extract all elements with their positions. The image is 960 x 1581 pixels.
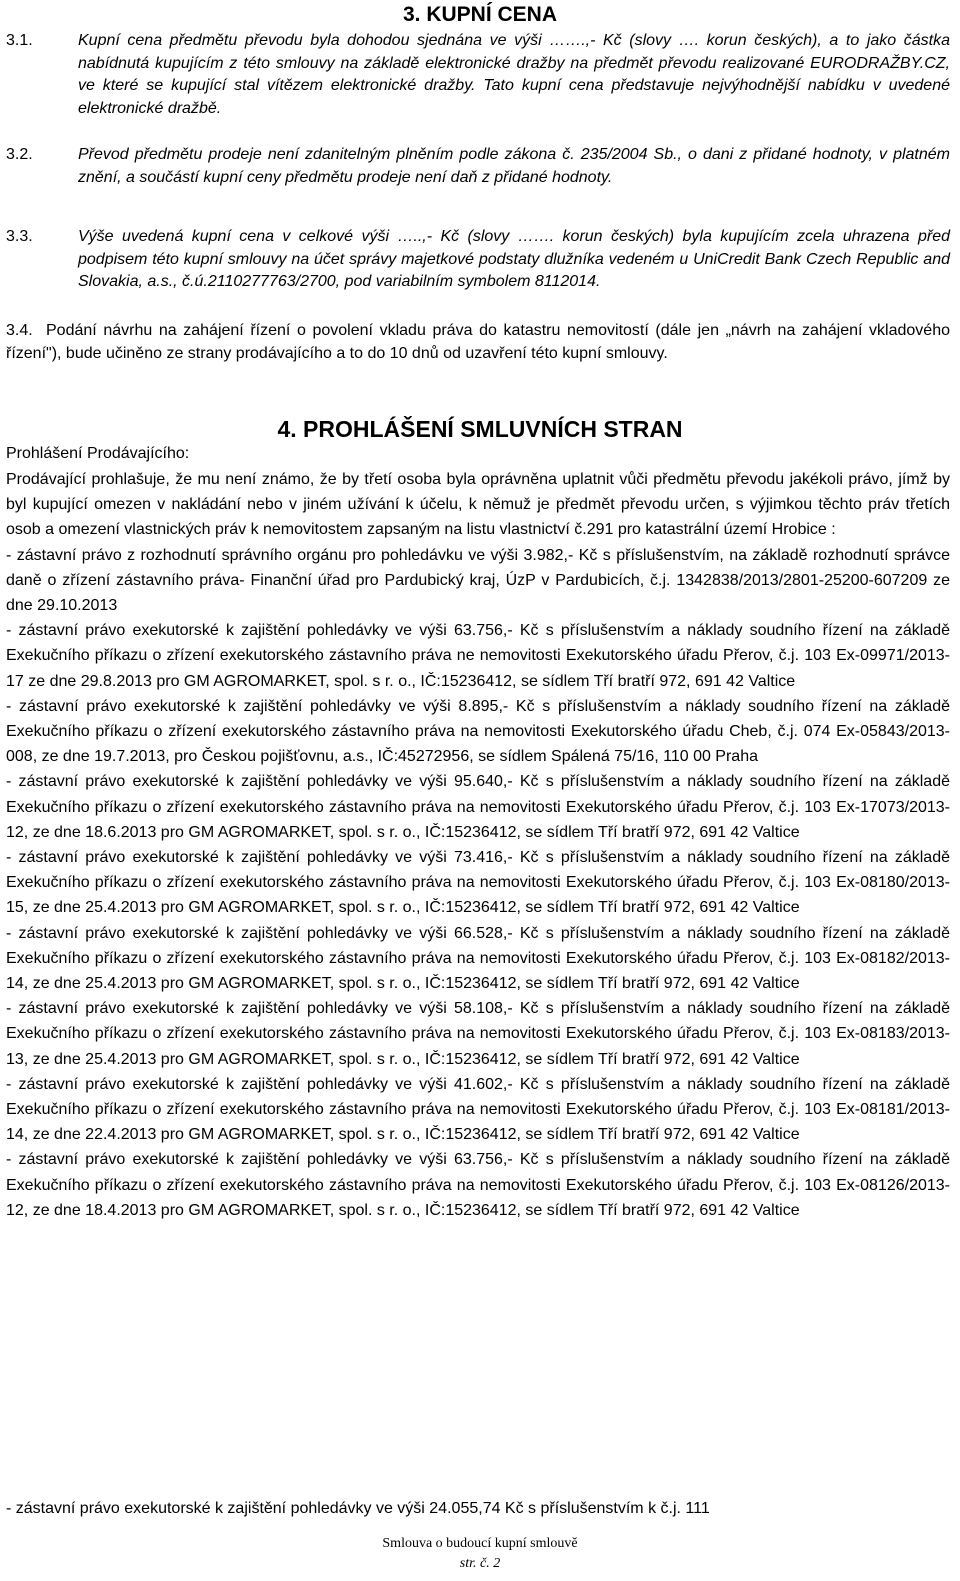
page-footer <box>0 1534 960 1574</box>
clause-3-2 <box>6 144 950 189</box>
clause-text: Převod předmětu prodeje není zdanitelným plněním podle zákona č. 235/2004 Sb., o dani z přidané hodnoty, v platném znění, a součástí kupní ceny předmětu prodeje není daň z přidané hodnoty. <box>78 146 950 186</box>
list-item: - zástavní právo exekutorské k zajištění pohledávky ve výši 63.756,- Kč s příslušenstvím a náklady soudního řízení na základě Exekučního příkazu o zřízení exekutorského zástavního práva na nemovitosti Exekutorského úřadu Přerov, č.j. 103 Ex-08126/2013-12, ze dne 18.4.2013 pro GM AGROMARKET, spol. s r. o., IČ:15236412, se sídlem Tří bratří 972, 691 42 Valtice <box>6 1151 950 1219</box>
clause-number: 3.1. <box>6 32 33 49</box>
clause-3-1 <box>6 30 950 120</box>
seller-declaration-heading: Prohlášení Prodávajícího: <box>6 445 190 462</box>
list-item: - zástavní právo exekutorské k zajištění pohledávky ve výši 63.756,- Kč s příslušenstvím a náklady soudního řízení na základě Exekučního příkazu o zřízení exekutorského zástavního práva ne nemovitosti Exekutorského úřadu Přerov, č.j. 103 Ex-09971/2013-17 ze dne 29.8.2013 pro GM AGROMARKET, spol. s r. o., IČ:15236412, se sídlem Tří bratří 972, 691 42 Valtice <box>6 622 950 690</box>
list-item: - zástavní právo exekutorské k zajištění pohledávky ve výši 66.528,- Kč s příslušenstvím a náklady soudního řízení na základě Exekučního příkazu o zřízení exekutorského zástavního práva na nemovitosti Exekutorského úřadu Přerov, č.j. 103 Ex-08182/2013-14, ze dne 25.4.2013 pro GM AGROMARKET, spol. s r. o., IČ:15236412, se sídlem Tří bratří 972, 691 42 Valtice <box>6 924 950 993</box>
list-item: - zástavní právo z rozhodnutí správního orgánu pro pohledávku ve výši 3.982,- Kč s příslušenstvím, na základě rozhodnutí správce daně o zřízení zástavního práva- Finanční úřad pro Pardubický kraj, ÚzP v Pardubicích, č.j. 1342838/2013/2801-25200-607209 ze dne 29.10.2013 <box>6 546 950 615</box>
footer-document-name: Smlouva o budoucí kupní smlouvě <box>382 1536 578 1551</box>
declaration-intro: Prodávající prohlašuje, že mu není známo, že by třetí osoba byla oprávněna uplatnit vůči předmětu převodu jakékoli právo, jímž by byl kupující omezen v nakládání nebo v jiném užívání k účelu, k němuž je předmět převodu určen, s výjimkou těchto práv třetích osob a omezení vlastnických práv k nemovitostem zapsaným na listu vlastnictví č.291 pro katastrální území Hrobice : <box>6 471 950 539</box>
clause-number: 3.3. <box>6 228 33 245</box>
section-3-title: 3. KUPNÍ CENA <box>402 3 558 26</box>
clause-3-3 <box>6 226 950 294</box>
clause-text: Výše uvedená kupní cena v celkové výši …..,- Kč (slovy ……. korun českých) byla kupujícím zcela uhrazena před podpisem této kupní smlouvy na účet správy majetkové podstaty dlužníka vedeném u UniCredit Bank Czech Republic and Slovakia, a.s., č.ú.2110277763/2700, pod variabilním symbolem 8112014. <box>78 228 950 291</box>
declaration-body <box>6 467 950 1223</box>
clause-number: 3.4. <box>6 322 33 339</box>
clause-text: Kupní cena předmětu převodu byla dohodou sjednána ve výši …….,- Kč (slovy …. korun českých), a to jako částka nabídnutá kupujícím z této smlouvy na základě elektronické dražby na předmět převodu realizované EURODRAŽBY.CZ, ve které se kupující stal vítězem elektronické dražby. Tato kupní cena představuje nejvýhodnější nabídku v uvedené elektronické dražbě. <box>78 32 950 117</box>
footer-page-number: str. č. 2 <box>459 1556 501 1571</box>
clause-number: 3.2. <box>6 146 33 163</box>
clause-text: Podání návrhu na zahájení řízení o povolení vkladu práva do katastru nemovitostí (dále jen „návrh na zahájení vkladového řízení"), bude učiněno ze strany prodávajícího a to do 10 dnů od uzavření této kupní smlouvy. <box>6 322 950 362</box>
clause-3-4 <box>6 320 950 365</box>
section-4-title: 4. PROHLÁŠENÍ SMLUVNÍCH STRAN <box>277 416 683 442</box>
list-item: - zástavní právo exekutorské k zajištění pohledávky ve výši 58.108,- Kč s příslušenstvím a náklady soudního řízení na základě Exekučního příkazu o zřízení exekutorského zástavního práva na nemovitosti Exekutorského úřadu Přerov, č.j. 103 Ex-08183/2013-13, ze dne 25.4.2013 pro GM AGROMARKET, spol. s r. o., IČ:15236412, se sídlem Tří bratří 972, 691 42 Valtice <box>6 1000 950 1068</box>
list-item: - zástavní právo exekutorské k zajištění pohledávky ve výši 95.640,- Kč s příslušenstvím a náklady soudního řízení na základě Exekučního příkazu o zřízení exekutorského zástavního práva na nemovitosti Exekutorského úřadu Přerov, č.j. 103 Ex-17073/2013-12, ze dne 18.6.2013 pro GM AGROMARKET, spol. s r. o., IČ:15236412, se sídlem Tří bratří 972, 691 42 Valtice <box>6 773 950 841</box>
list-item: - zástavní právo exekutorské k zajištění pohledávky ve výši 8.895,- Kč s příslušenstvím a náklady soudního řízení na základě Exekučního příkazu o zřízení exekutorského zástavního práva na nemovitosti Exekutorského úřadu Cheb, č.j. 074 Ex-05843/2013-008, ze dne 19.7.2013, pro Českou pojišťovnu, a.s., IČ:45272956, se sídlem Spálená 75/16, 110 00 Praha <box>6 697 950 766</box>
list-item: - zástavní právo exekutorské k zajištění pohledávky ve výši 41.602,- Kč s příslušenstvím a náklady soudního řízení na základě Exekučního příkazu o zřízení exekutorského zástavního práva na nemovitosti Exekutorského úřadu Přerov, č.j. 103 Ex-08181/2013-14, ze dne 22.4.2013 pro GM AGROMARKET, spol. s r. o., IČ:15236412, se sídlem Tří bratří 972, 691 42 Valtice <box>6 1075 950 1144</box>
list-item-truncated: - zástavní právo exekutorské k zajištění pohledávky ve výši 24.055,74 Kč s příslušenstvím k č.j. 111 <box>6 1500 710 1517</box>
list-item: - zástavní právo exekutorské k zajištění pohledávky ve výši 73.416,- Kč s příslušenstvím a náklady soudního řízení na základě Exekučního příkazu o zřízení exekutorského zástavního práva na nemovitosti Exekutorského úřadu Přerov, č.j. 103 Ex-08180/2013-15, ze dne 25.4.2013 pro GM AGROMARKET, spol. s r. o., IČ:15236412, se sídlem Tří bratří 972, 691 42 Valtice <box>6 849 950 917</box>
